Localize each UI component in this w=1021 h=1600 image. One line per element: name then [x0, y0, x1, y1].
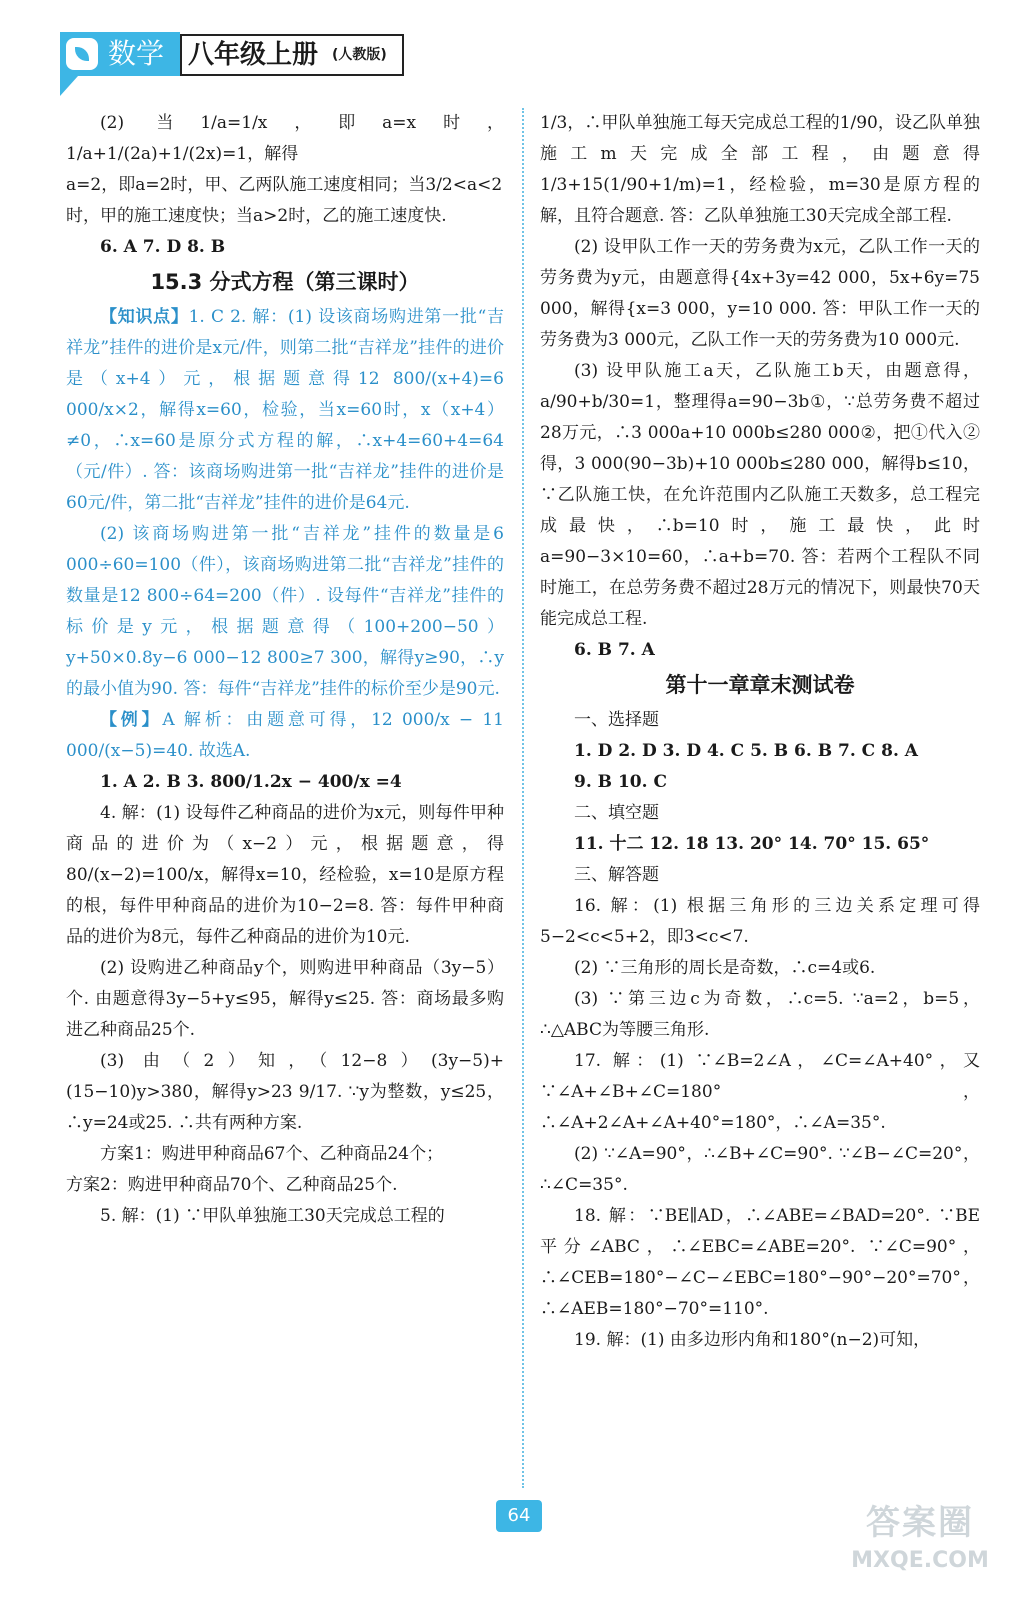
subject-badge: [60, 32, 180, 76]
question-16-part-2: (2) ∵三角形的周长是奇数，∴c=4或6.: [574, 958, 876, 978]
header-tail-decoration: [60, 76, 78, 96]
example-text: A 解析：由题意可得，12 000/x − 11 000/(x−5)=40. 故选A.: [66, 710, 504, 761]
answer-line: 9. B 10. C: [574, 772, 667, 792]
page-header: [60, 32, 405, 76]
watermark-url: MXQE.COM: [851, 1548, 989, 1573]
chapter-title: 第十一章章末测试卷: [665, 673, 855, 697]
answer-line: 1. A 2. B 3. 800/1.2x − 400/x =4: [100, 772, 402, 792]
subject-label: 数学: [108, 37, 165, 70]
question-4-part-2: (2) 设购进乙种商品y个，则购进甲种商品（3y−5）个. 由题意得3y−5+y≤95，解得y≤25. 答：商场最多购进乙种商品25个.: [66, 958, 504, 1040]
plan-2: 方案2：购进甲种商品70个、乙种商品25个.: [66, 1175, 398, 1195]
question-4-part-3: (3) 由（2）知，（12−8）(3y−5)+(15−10)y>380，解得y>23 9/17. ∵y为整数，y≤25，∴y=24或25. ∴共有两种方案.: [66, 1051, 504, 1133]
answer-line: 11. 十二 12. 18 13. 20° 14. 70° 15. 65°: [574, 834, 930, 854]
paragraph: (2) 设甲队工作一天的劳务费为x元，乙队工作一天的劳务费为y元，由题意得{4x+3y=42 000，5x+6y=75 000，解得{x=3 000，y=10 000. 答：甲队工作一天的劳务费为3 000元，乙队工作一天的劳务费为10 000元.: [540, 237, 980, 350]
right-column: [540, 108, 980, 1356]
knowledge-label: 【知识点】: [100, 307, 189, 327]
question-17-part-1: 17. 解：(1) ∵∠B=2∠A，∠C=∠A+40°，又∵∠A+∠B+∠C=180°，∴∠A+2∠A+∠A+40°=180°，∴∠A=35°.: [540, 1051, 980, 1133]
question-4-part-1: 4. 解：(1) 设每件乙种商品的进价为x元，则每件甲种商品的进价为（x−2）元，根据题意，得80/(x−2)=100/x，解得x=10，经检验，x=10是原方程的根，每件甲种商品的进价为10−2=8. 答：每件甲种商品的进价为8元，每件乙种商品的进价为10元.: [66, 803, 504, 947]
section-title: 15.3 分式方程（第三课时）: [150, 270, 420, 294]
paragraph: (2) 当1/a=1/x，即a=x时，1/a+1/(2a)+1/(2x)=1，解得: [66, 113, 504, 164]
edition-label: (人教版): [332, 47, 387, 63]
knowledge-text-2: (2) 该商场购进第一批“吉祥龙”挂件的数量是6 000÷60=100（件），该商场购进第二批“吉祥龙”挂件的数量是12 800÷64=200（件）. 设每件“吉祥龙”挂件的标价是y元，根据题意得（100+200−50）y+50×0.8y−6 000−12 800≥7 300，解得y≥90，∴y的最小值为90. 答：每件“吉祥龙”挂件的标价至少是90元.: [66, 524, 504, 699]
question-16-part-1: 16. 解：(1) 根据三角形的三边关系定理可得5−2<c<5+2，即3<c<7.: [540, 896, 980, 947]
example-label: 【例】: [100, 710, 163, 730]
answer-line: 6. A 7. D 8. B: [100, 237, 226, 257]
paragraph: 时，甲的施工速度快；当a>2时，乙的施工速度快.: [66, 206, 447, 226]
knowledge-block: [66, 302, 504, 519]
grade-label: 八年级上册: [188, 40, 319, 70]
leaf-icon: [66, 38, 98, 70]
question-16-part-3: (3) ∵第三边c为奇数，∴c=5. ∵a=2，b=5，∴△ABC为等腰三角形.: [540, 989, 980, 1040]
watermark-text: 答案圈: [866, 1503, 974, 1543]
answer-line: 1. D 2. D 3. D 4. C 5. B 6. B 7. C 8. A: [574, 741, 918, 761]
question-19: 19. 解：(1) 由多边形内角和180°(n−2)可知，: [574, 1330, 931, 1350]
left-column: [66, 108, 504, 1232]
watermark-logo: [830, 1500, 1010, 1590]
question-5: 5. 解：(1) ∵甲队单独施工30天完成总工程的: [100, 1206, 445, 1226]
book-title-box: [180, 34, 404, 76]
knowledge-text: 1. C 2. 解：(1) 设该商场购进第一批“吉祥龙”挂件的进价是x元/件，则第二批“吉祥龙”挂件的进价是（x+4）元，根据题意得12 800/(x+4)=6 000/x×2，解得x=60，检验，当x=60时，x（x+4）≠0，∴x=60是原分式方程的解，∴x+4=60+4=64（元/件）. 答：该商场购进第一批“吉祥龙”挂件的进价是60元/件，第二批“吉祥龙”挂件的进价是64元.: [66, 307, 504, 513]
paragraph: 1/3，∴甲队单独施工每天完成总工程的1/90，设乙队单独施工m天完成全部工程，由题意得1/3+15(1/90+1/m)=1，经检验，m=30是原方程的解，且符合题意. 答：乙队单独施工30天完成全部工程.: [540, 113, 980, 226]
plan-1: 方案1：购进甲种商品67个、乙种商品24个；: [100, 1144, 444, 1164]
question-18: 18. 解：∵BE∥AD，∴∠ABE=∠BAD=20°. ∵BE平分∠ABC，∴∠EBC=∠ABE=20°. ∵∠C=90°，∴∠CEB=180°−∠C−∠EBC=180°−90°−20°=70°，∴∠AEB=180°−70°=110°.: [540, 1206, 980, 1319]
example-block: [66, 705, 504, 767]
question-17-part-2: (2) ∵∠A=90°，∴∠B+∠C=90°. ∵∠B−∠C=20°，∴∠C=35°.: [540, 1144, 980, 1195]
part-heading: 二、填空题: [574, 803, 659, 823]
answer-line: 6. B 7. A: [574, 640, 655, 660]
page-number: 64: [496, 1500, 542, 1532]
part-heading: 一、选择题: [574, 710, 659, 730]
paragraph: (3) 设甲队施工a天，乙队施工b天，由题意得，a/90+b/30=1，整理得a=90−3b①，∵总劳务费不超过28万元，∴3 000a+10 000b≤280 000②，把①代入②得，3 000(90−3b)+10 000b≤280 000，解得b≤10，∵乙队施工快，在允许范围内乙队施工天数多，总工程完成最快，∴b=10时，施工最快，此时a=90−3×10=60，∴a+b=70. 答：若两个工程队不同时施工，在总劳务费不超过28万元的情况下，则最快70天能完成总工程.: [540, 361, 980, 629]
part-heading: 三、解答题: [574, 865, 659, 885]
column-divider: [522, 108, 524, 1488]
paragraph: a=2，即a=2时，甲、乙两队施工速度相同；当3/2<a<2: [66, 175, 503, 195]
